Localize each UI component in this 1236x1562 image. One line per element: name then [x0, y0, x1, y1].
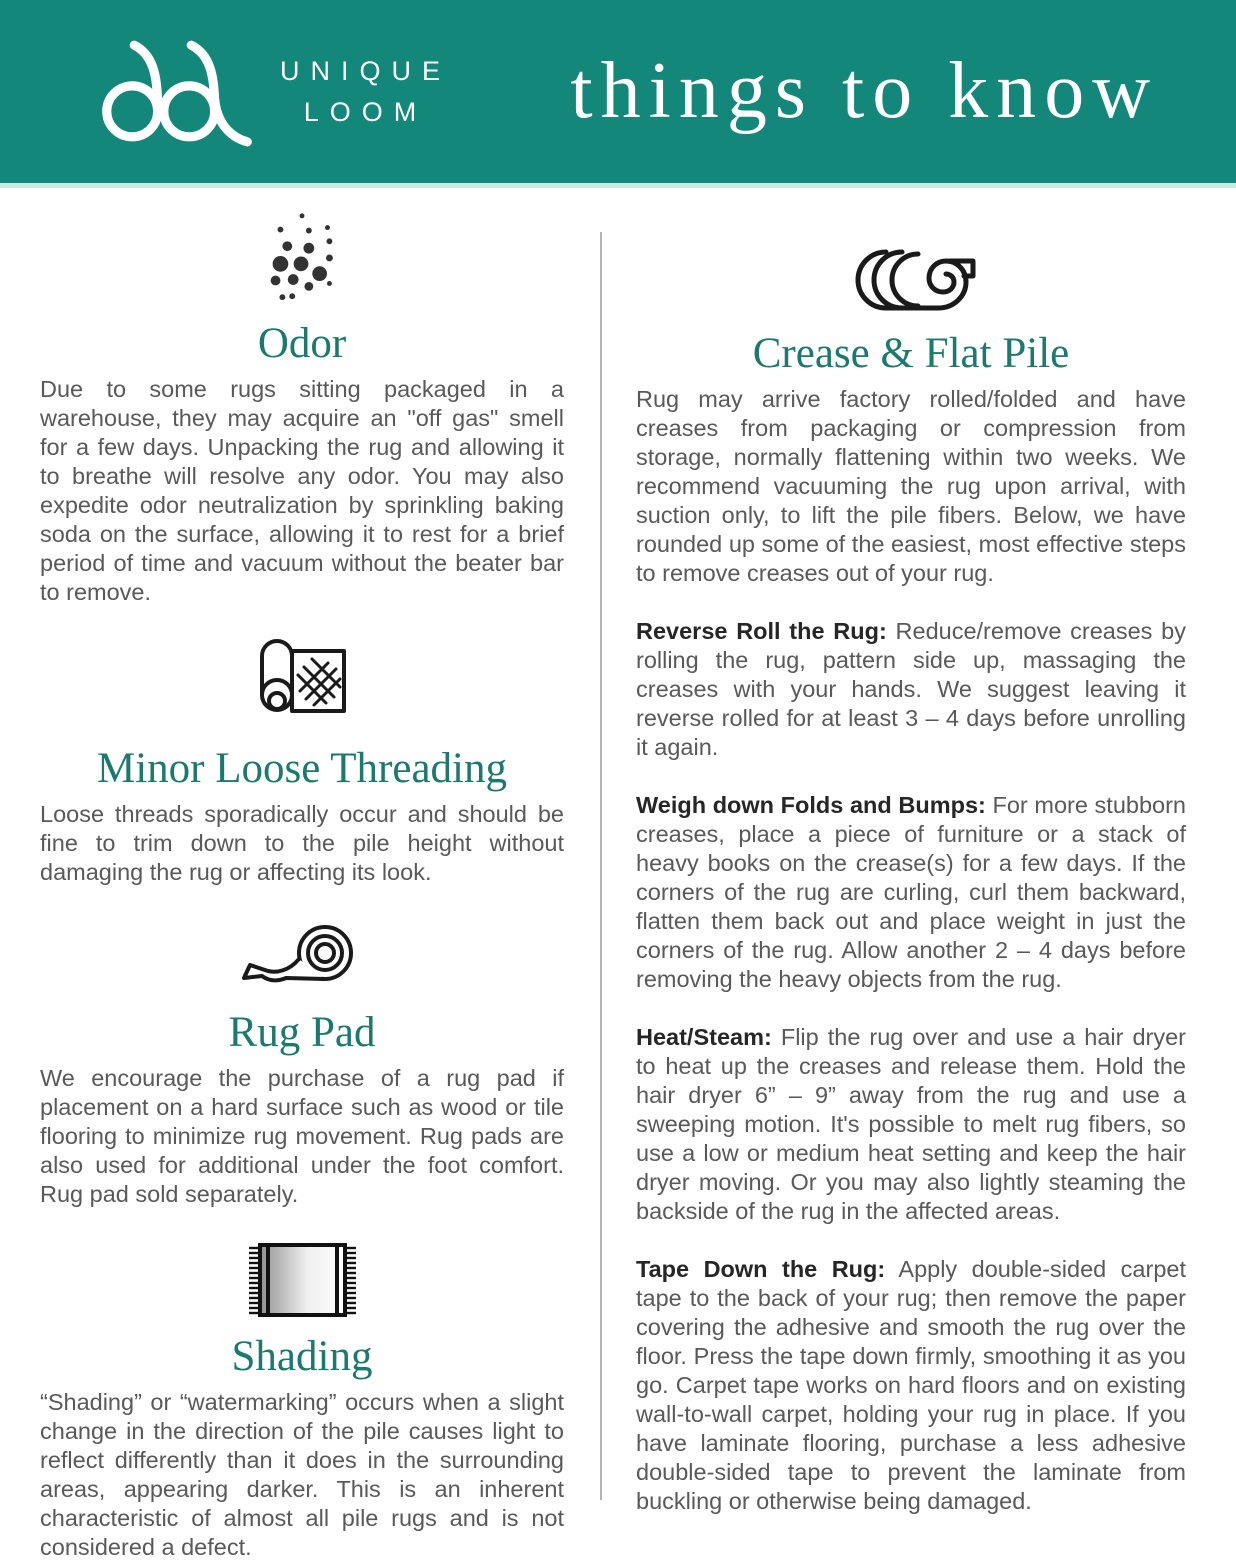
rolled-rug-crease-icon [844, 244, 979, 316]
brand-logo [92, 36, 451, 148]
page-title: things to know [570, 47, 1158, 135]
tip-reverse-roll-label: Reverse Roll the Rug: [636, 618, 887, 644]
section-body-threading: Loose threads sporadically occur and should be fine to trim down to the pile height without damaging the rug or affecting its look. [40, 801, 564, 885]
section-heading-rugpad: Rug Pad [228, 1009, 376, 1056]
header-banner [0, 0, 1236, 188]
right-column [600, 188, 1236, 1514]
tip-heat-steam-label: Heat/Steam: [636, 1024, 772, 1050]
section-shading-icon-row [40, 1241, 564, 1319]
rug-pad-roll-icon [241, 915, 363, 995]
odor-dots-icon [256, 208, 348, 306]
section-crease-icon-row [636, 244, 1186, 316]
column-divider [600, 232, 602, 1500]
section-threading-icon-row [40, 631, 564, 731]
brand-text [280, 51, 451, 132]
brand-line2: LOOM [303, 96, 428, 127]
section-body-rugpad: We encourage the purchase of a rug pad if placement on a hard surface such as wood or tile flooring to minimize rug movement. Rug pads are also used for additional under the foot comfort. Rug pad sold separately. [40, 1065, 564, 1207]
tip-heat-steam [636, 1023, 1186, 1226]
section-odor-icon-row [40, 208, 564, 306]
tip-reverse-roll-text: Reduce/remove creases by rolling the rug, pattern side up, massaging the creases with your hands. We suggest leaving it reverse rolled for at least 3 – 4 days before unrolling it again. [636, 618, 1186, 760]
section-rugpad-icon-row [40, 915, 564, 995]
section-heading-threading: Minor Loose Threading [96, 745, 507, 792]
section-intro-crease: Rug may arrive factory rolled/folded and have creases from packaging or compression from storage, normally flattening within two weeks. We recommend vacuuming the rug upon arrival, with suction only, to lift the pile fibers. Below, we have rounded up some of the easiest, most effective steps to remove creases out of your rug. [636, 386, 1186, 586]
tip-tape-down [636, 1255, 1186, 1516]
section-body-shading: “Shading” or “watermarking” occurs when a slight change in the direction of the pile causes light to reflect differently than it does in the surrounding areas, appearing darker. This is an inherent characteristic of almost all pile rugs and is not considered a defect. [40, 1389, 564, 1560]
tip-weigh-down [636, 791, 1186, 994]
section-body-odor: Due to some rugs sitting packaged in a warehouse, they may acquire an "off gas" smell for a few days. Unpacking the rug and allowing it to breathe will resolve any odor. You may also expedite odor neutralization by sprinkling baking soda on the surface, allowing it to rest for a brief period of time and vacuum without the beater bar to remove. [40, 376, 564, 605]
tip-heat-steam-text: Flip the rug over and use a hair dryer to heat up the creases and release them. Hold the hair dryer 6” – 9” away from the rug and use a sweeping motion. It's possible to melt rug fibers, so use a low or medium heat setting and keep the hair dryer moving. Or you may also lightly steaming the backside of the rug in the affected areas. [636, 1024, 1187, 1224]
section-heading-shading: Shading [231, 1333, 373, 1380]
section-heading-crease: Crease & Flat Pile [752, 330, 1070, 377]
content-area [0, 188, 1236, 1560]
left-column [0, 188, 600, 1560]
unique-loom-logo-icon [92, 36, 262, 148]
tip-weigh-down-text: For more stubborn creases, place a piece of furniture or a stack of heavy books on the crease(s) for a few days. If the corners of the rug are curling, curl them backward, flatten them back out and place weight in just the corners of the rug. Allow another 2 – 4 days before removing the heavy objects from the rug. [636, 792, 1187, 992]
tip-tape-down-text: Apply double-sided carpet tape to the back of your rug; then remove the paper covering the adhesive and smooth the rug over the floor. Press the tape down firmly, smoothing it as you go. Carpet tape works on hard floors and on existing wall-to-wall carpet, holding your rug in place. If you have laminate flooring, purchase a less adhesive double-sided tape to prevent the laminate from buckling or otherwise being damaged. [636, 1256, 1186, 1514]
tip-tape-down-label: Tape Down the Rug: [636, 1256, 886, 1282]
rolled-rug-threading-icon [252, 631, 352, 731]
shaded-rug-icon [245, 1241, 360, 1319]
brand-line1: UNIQUE [280, 56, 452, 86]
tip-weigh-down-label: Weigh down Folds and Bumps: [636, 792, 986, 818]
tip-reverse-roll [636, 617, 1186, 762]
section-heading-odor: Odor [257, 320, 347, 367]
